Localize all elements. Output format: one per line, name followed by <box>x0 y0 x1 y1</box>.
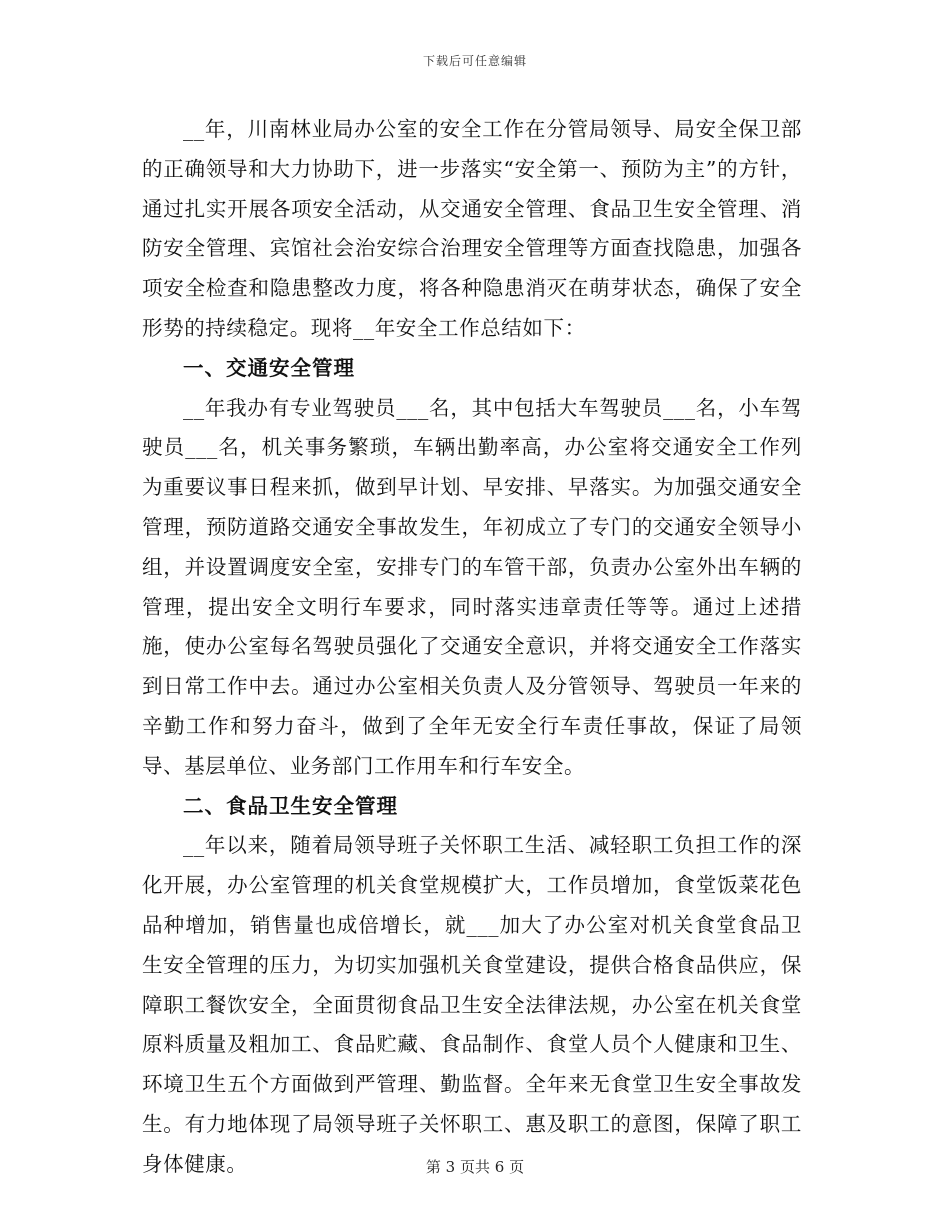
page-header: 下载后可任意编辑 <box>422 54 527 68</box>
page-number: 第 3 页共 6 页 <box>425 1158 525 1176</box>
section-paragraph-food: __年以来，随着局领导班子关怀职工生活、减轻职工负担工作的深化开展，办公室管理的机关食堂规模扩大，工作员增加，食堂饭菜花色品种增加，销售量也成倍增长，就___加大了办公室对机关食堂食品卫生安全管理的压力，为切实加强机关食堂建设，提供合格食品供应，保障职工餐饮安全，全面贯彻食品卫生安全法律法规，办公室在机关食堂原料质量及粗加工、食品贮藏、食品制作、食堂人员个人健康和卫生、环境卫生五个方面做到严管理、勤监督。全年来无食堂卫生安全事故发生。有力地体现了局领导班子关怀职工、惠及职工的意图，保障了职工身体健康。 <box>142 833 802 1176</box>
section-heading-traffic: 一、交通安全管理 <box>183 355 355 380</box>
section-heading-food: 二、食品卫生安全管理 <box>183 793 398 818</box>
section-paragraph-traffic: __年我办有专业驾驶员___名，其中包括大车驾驶员___名，小车驾驶员___名，机关事务繁琐，车辆出勤率高，办公室将交通安全工作列为重要议事日程来抓，做到早计划、早安排、早落实。为加强交通安全管理，预防道路交通安全事故发生，年初成立了专门的交通安全领导小组，并设置调度安全室，安排专门的车管干部，负责办公室外出车辆的管理，提出安全文明行车要求，同时落实违章责任等等。通过上述措施，使办公室每名驾驶员强化了交通安全意识，并将交通安全工作落实到日常工作中去。通过办公室相关负责人及分管领导、驾驶员一年来的辛勤工作和努力奋斗，做到了全年无安全行车责任事故，保证了局领导、基层单位、业务部门工作用车和行车安全。 <box>142 395 802 778</box>
intro-paragraph: __年，川南林业局办公室的安全工作在分管局领导、局安全保卫部的正确领导和大力协助下，进一步落实“安全第一、预防为主”的方针，通过扎实开展各项安全活动，从交通安全管理、食品卫生安全管理、消防安全管理、宾馆社会治安综合治理安全管理等方面查找隐患，加强各项安全检查和隐患整改力度，将各种隐患消灭在萌芽状态，确保了安全形势的持续稳定。现将__年安全工作总结如下： <box>142 117 802 340</box>
document-body <box>142 110 802 1185</box>
